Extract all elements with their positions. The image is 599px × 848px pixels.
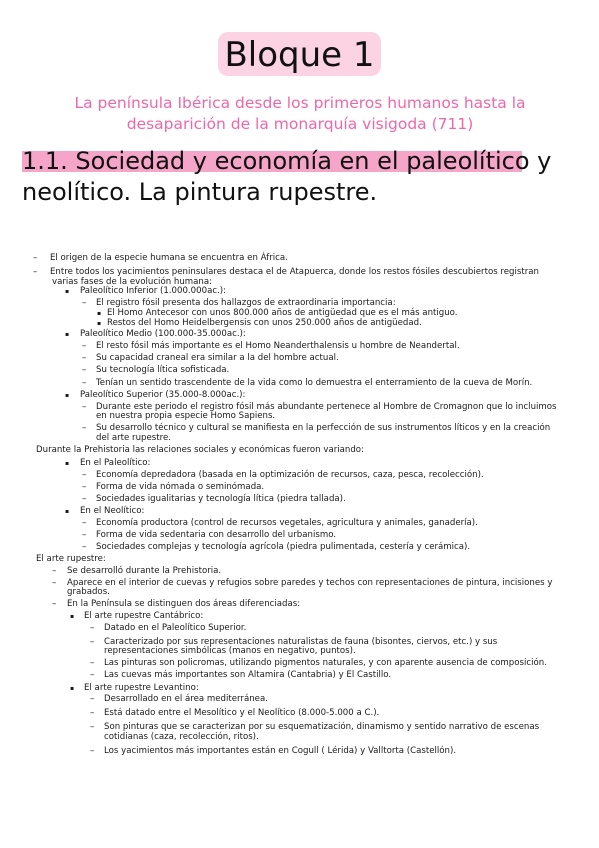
bullet-dash-icon: – <box>82 482 87 492</box>
title-container <box>0 32 599 76</box>
body-line: cotidianas (caza, recolección, ritos). <box>104 732 259 742</box>
body-line: Paleolítico Medio (100.000-35.000ac.): <box>80 329 246 339</box>
body-line: del arte rupestre. <box>96 433 171 443</box>
bullet-dash-icon: – <box>82 353 87 363</box>
bullet-square-icon: ▪ <box>97 320 102 327</box>
page-subtitle: La península Ibérica desde los primeros humanos hasta la desaparición de la monarquía visigoda (711) <box>74 94 526 133</box>
body-line: Paleolítico Inferior (1.000.000ac.): <box>80 286 227 296</box>
body-line: En el Paleolítico: <box>80 458 151 468</box>
bullet-dash-icon: – <box>52 578 57 588</box>
bullet-dash-icon: – <box>90 694 95 704</box>
body-line: El origen de la especie humana se encuentra en África. <box>50 253 288 263</box>
body-line: El resto fósil más importante es el Homo Neanderthalensis u hombre de Neandertal. <box>96 341 460 351</box>
bullet-square-icon: ▪ <box>65 508 70 515</box>
body-line: Las pinturas son policromas, utilizando pigmentos naturales, y con aparente ausencia de composición. <box>104 658 547 668</box>
body-line: Sociedades igualitarias y tecnología lítica (piedra tallada). <box>96 494 346 504</box>
bullet-dash-icon: – <box>33 267 38 277</box>
bullet-dash-icon: – <box>82 402 87 412</box>
body-line: Durante la Prehistoria las relaciones sociales y económicas fueron variando: <box>36 445 364 455</box>
bullet-dash-icon: – <box>33 253 38 263</box>
body-line: varias fases de la evolución humana: <box>52 277 213 287</box>
body-line: Economía productora (control de recursos vegetales, agricultura y animales, ganadería). <box>96 518 478 528</box>
body-line: Durante este periodo el registro fósil más abundante pertenece al Hombre de Cromagnon que lo incluimos <box>96 402 557 412</box>
bullet-dash-icon: – <box>90 658 95 668</box>
bullet-dash-icon: – <box>82 378 87 388</box>
bullet-square-icon: ▪ <box>70 685 75 692</box>
section-heading: 1.1. Sociedad y economía en el paleolítico y neolítico. La pintura rupestre. <box>22 147 552 206</box>
bullet-dash-icon: – <box>52 599 57 609</box>
body-line: Su tecnología lítica sofisticada. <box>96 365 230 375</box>
body-line: grabados. <box>67 587 110 597</box>
bullet-dash-icon: – <box>90 708 95 718</box>
bullet-square-icon: ▪ <box>65 331 70 338</box>
body-line: Caracterizado por sus representaciones naturalistas de fauna (bisontes, ciervos, etc.) y sus <box>104 637 498 647</box>
bullet-dash-icon: – <box>90 637 95 647</box>
bullet-square-icon: ▪ <box>65 392 70 399</box>
bullet-dash-icon: – <box>52 566 57 576</box>
body-line: Son pinturas que se caracterizan por su esquematización, dinamismo y sentido narrativo de escenas <box>104 722 540 732</box>
body-line: Sociedades complejas y tecnología agrícola (piedra pulimentada, cestería y cerámica). <box>96 542 471 552</box>
body-line: Paleolítico Superior (35.000-8.000ac.): <box>80 390 246 400</box>
bullet-square-icon: ▪ <box>70 613 75 620</box>
bullet-square-icon: ▪ <box>65 288 70 295</box>
body-line: Datado en el Paleolítico Superior. <box>104 623 247 633</box>
body-line: Las cuevas más importantes son Altamira (Cantabria) y El Castillo. <box>104 670 392 680</box>
body-line: Se desarrolló durante la Prehistoria. <box>67 566 222 576</box>
body-line: Aparece en el interior de cuevas y refugios sobre paredes y techos con representaciones de pintura, incisiones y <box>67 578 553 588</box>
bullet-dash-icon: – <box>90 623 95 633</box>
body-line: Forma de vida sedentaria con desarrollo del urbanismo. <box>96 530 337 540</box>
body-line: En el Neolítico: <box>80 506 145 516</box>
bullet-dash-icon: – <box>90 746 95 756</box>
bullet-dash-icon: – <box>82 518 87 528</box>
body-line: El arte rupestre Cantábrico: <box>84 611 204 621</box>
body-line: El registro fósil presenta dos hallazgos de extraordinaria importancia: <box>96 298 396 308</box>
bullet-dash-icon: – <box>90 722 95 732</box>
bullet-dash-icon: – <box>82 423 87 433</box>
body-line: Desarrollado en el área mediterránea. <box>104 694 268 704</box>
body-line: representaciones simbólicas (manos en negativo, puntos). <box>104 646 356 656</box>
body-line: Entre todos los yacimientos peninsulares destaca el de Atapuerca, donde los restos fósiles descubiertos registran <box>50 267 539 277</box>
bullet-dash-icon: – <box>82 494 87 504</box>
body-line: Su capacidad craneal era similar a la del hombre actual. <box>96 353 339 363</box>
bullet-square-icon: ▪ <box>65 460 70 467</box>
bullet-dash-icon: – <box>82 530 87 540</box>
body-line: En la Península se distinguen dos áreas diferenciadas: <box>67 599 301 609</box>
body-line: Tenían un sentido trascendente de la vida como lo demuestra el enterramiento de la cueva de Morín. <box>96 378 533 388</box>
body-line: Restos del Homo Heidelbergensis con unos 250.000 años de antigüedad. <box>107 318 422 328</box>
body-line: El Homo Antecesor con unos 800.000 años de antigüedad que es el más antiguo. <box>107 308 458 318</box>
body-line: Economía depredadora (basada en la optimización de recursos, caza, pesca, recolección). <box>96 470 484 480</box>
body-line: Su desarrollo técnico y cultural se manifiesta en la perfección de sus instrumentos líticos y en la creación <box>96 423 551 433</box>
body-line: Forma de vida nómada o seminómada. <box>96 482 265 492</box>
page-title: Bloque 1 <box>218 32 380 76</box>
body-line: Está datado entre el Mesolítico y el Neolítico (8.000-5.000 a C.). <box>104 708 380 718</box>
bullet-dash-icon: – <box>90 670 95 680</box>
body-line: Los yacimientos más importantes están en Cogull ( Lérida) y Valltorta (Castellón). <box>104 746 457 756</box>
bullet-dash-icon: – <box>82 365 87 375</box>
bullet-square-icon: ▪ <box>97 310 102 317</box>
body-line: El arte rupestre: <box>36 554 106 564</box>
bullet-dash-icon: – <box>82 542 87 552</box>
body-line: en nuestra propia especie Homo Sapiens. <box>96 411 276 421</box>
body-line: El arte rupestre Levantino: <box>84 683 199 693</box>
bullet-dash-icon: – <box>82 298 87 308</box>
bullet-dash-icon: – <box>82 341 87 351</box>
bullet-dash-icon: – <box>82 470 87 480</box>
